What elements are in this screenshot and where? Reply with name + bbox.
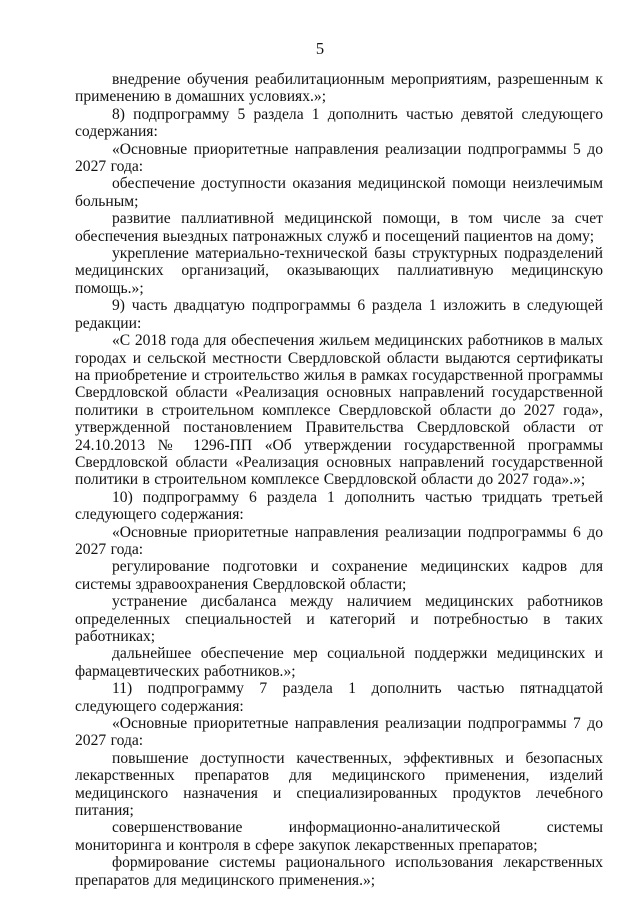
paragraph: формирование системы рационального использования лекарственных препаратов для медицинского применения.»; [75,854,603,889]
paragraph: обеспечение доступности оказания медицинской помощи неизлечимым больным; [75,175,603,210]
paragraph: «Основные приоритетные направления реализации подпрограммы 7 до 2027 года: [75,715,603,750]
paragraph: «С 2018 года для обеспечения жильем медицинских работников в малых городах и сельской местности Свердловской области выдаются сертификаты на приобретение и строительство жилья в рамках государственной программы Свердловской области «Реализация основных направлений государственной политики в строительном комплексе Свердловской области до 2027 года», утвержденной постановлением Правительства Свердловской области от 24.10.2013 № 1296-ПП «Об утверждении государственной программы Свердловской области «Реализация основных направлений государственной политики в строительном комплексе Свердловской области до 2027 года».»; [75,332,603,489]
paragraph: регулирование подготовки и сохранение медицинских кадров для системы здравоохранения Свердловской области; [75,558,603,593]
paragraph: развитие паллиативной медицинской помощи, в том числе за счет обеспечения выездных патронажных служб и посещений пациентов на дому; [75,210,603,245]
document-body [75,71,603,889]
paragraph: 10) подпрограмму 6 раздела 1 дополнить частью тридцать третьей следующего содержания: [75,488,603,524]
paragraph: 8) подпрограмму 5 раздела 1 дополнить частью девятой следующего содержания: [75,105,603,141]
paragraph: совершенствование информационно-аналитической системы мониторинга и контроля в сфере закупок лекарственных препаратов; [75,819,603,854]
paragraph: укрепление материально-технической базы структурных подразделений медицинских организаций, оказывающих паллиативную медицинскую помощь.»; [75,245,603,297]
paragraph: устранение дисбаланса между наличием медицинских работников определенных специальностей и категорий и потребностью в таких работниках; [75,593,603,645]
paragraph: «Основные приоритетные направления реализации подпрограммы 5 до 2027 года: [75,140,603,176]
paragraph: 11) подпрограмму 7 раздела 1 дополнить частью пятнадцатой следующего содержания: [75,680,603,715]
page-number: 5 [315,39,325,58]
paragraph: внедрение обучения реабилитационным мероприятиям, разрешенным к применению в домашних условиях.»; [75,71,603,106]
paragraph: повышение доступности качественных, эффективных и безопасных лекарственных препаратов для медицинского применения, изделий медицинского назначения и специализированных продуктов лечебного питания; [75,749,603,820]
paragraph: «Основные приоритетные направления реализации подпрограммы 6 до 2027 года: [75,523,603,558]
paragraph: 9) часть двадцатую подпрограммы 6 раздела 1 изложить в следующей редакции: [75,297,603,332]
paragraph: дальнейшее обеспечение мер социальной поддержки медицинских и фармацевтических работников.»; [75,645,603,680]
